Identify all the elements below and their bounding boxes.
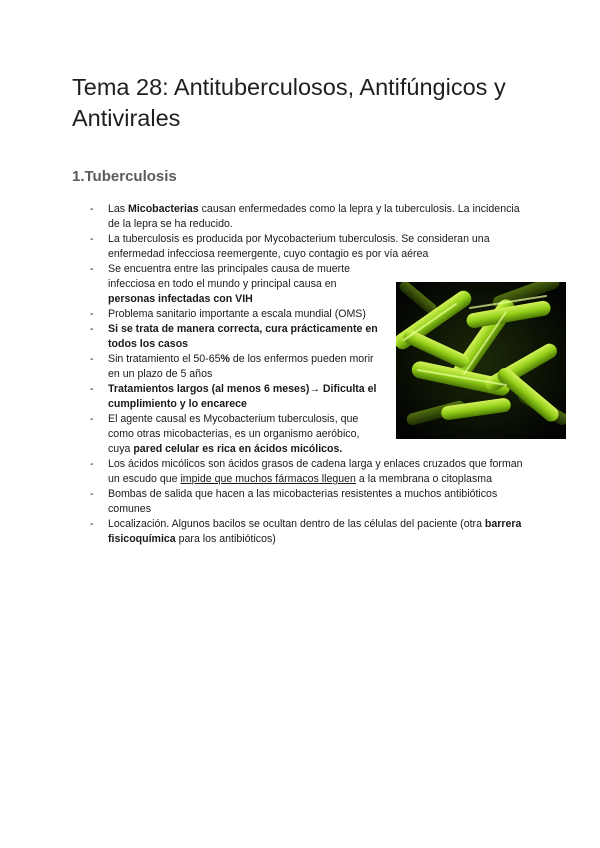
- bullet-micobacterias: - Las Micobacterias causan enfermedades como la lepra y la tuberculosis. La incidencia de la lepra se ha reducido.: [88, 202, 528, 232]
- bullet-bombas-salida: - Bombas de salida que hacen a las micobacterias resistentes a muchos antibióticos comunes: [88, 487, 528, 517]
- bullet-agente-causal: - El agente causal es Mycobacterium tuberculosis, que como otras micobacterias, es un organismo aeróbico, cuya pared celular es rica en ácidos micólicos.: [88, 412, 383, 457]
- bullet-tratamientos-largos: - Tratamientos largos (al menos 6 meses)→ Dificulta el cumplimiento y lo encarece: [88, 382, 383, 412]
- bacteria-icon: [396, 282, 566, 439]
- bacteria-micrograph-image: [396, 282, 566, 439]
- bullet-agente-tuberculosis: - La tuberculosis es producida por Mycobacterium tuberculosis. Se consideran una enfermedad infecciosa reemergente, cuyo contagio es por vía aérea: [88, 232, 528, 262]
- bullet-sin-tratamiento: - Sin tratamiento el 50-65% de los enfermos pueden morir en un plazo de 5 años: [88, 352, 383, 382]
- bullet-cura: - Si se trata de manera correcta, cura prácticamente en todos los casos: [88, 322, 383, 352]
- page-title: Tema 28: Antituberculosos, Antifúngicos y Antivirales: [72, 74, 506, 131]
- bullet-localizacion: - Localización. Algunos bacilos se ocultan dentro de las células del paciente (otra barrera fisicoquímica para los antibióticos): [88, 517, 528, 547]
- section-heading: 1.Tuberculosis: [72, 168, 177, 185]
- bullet-causa-muerte: - Se encuentra entre las principales causa de muerte infecciosa en todo el mundo y principal causa en personas infectadas con VIH: [88, 262, 383, 307]
- bullet-oms: - Problema sanitario importante a escala mundial (OMS): [88, 307, 383, 322]
- bullet-acidos-micolicos: - Los ácidos micólicos son ácidos grasos de cadena larga y enlaces cruzados que forman un escudo que impide que muchos fármacos lleguen a la membrana o citoplasma: [88, 457, 528, 487]
